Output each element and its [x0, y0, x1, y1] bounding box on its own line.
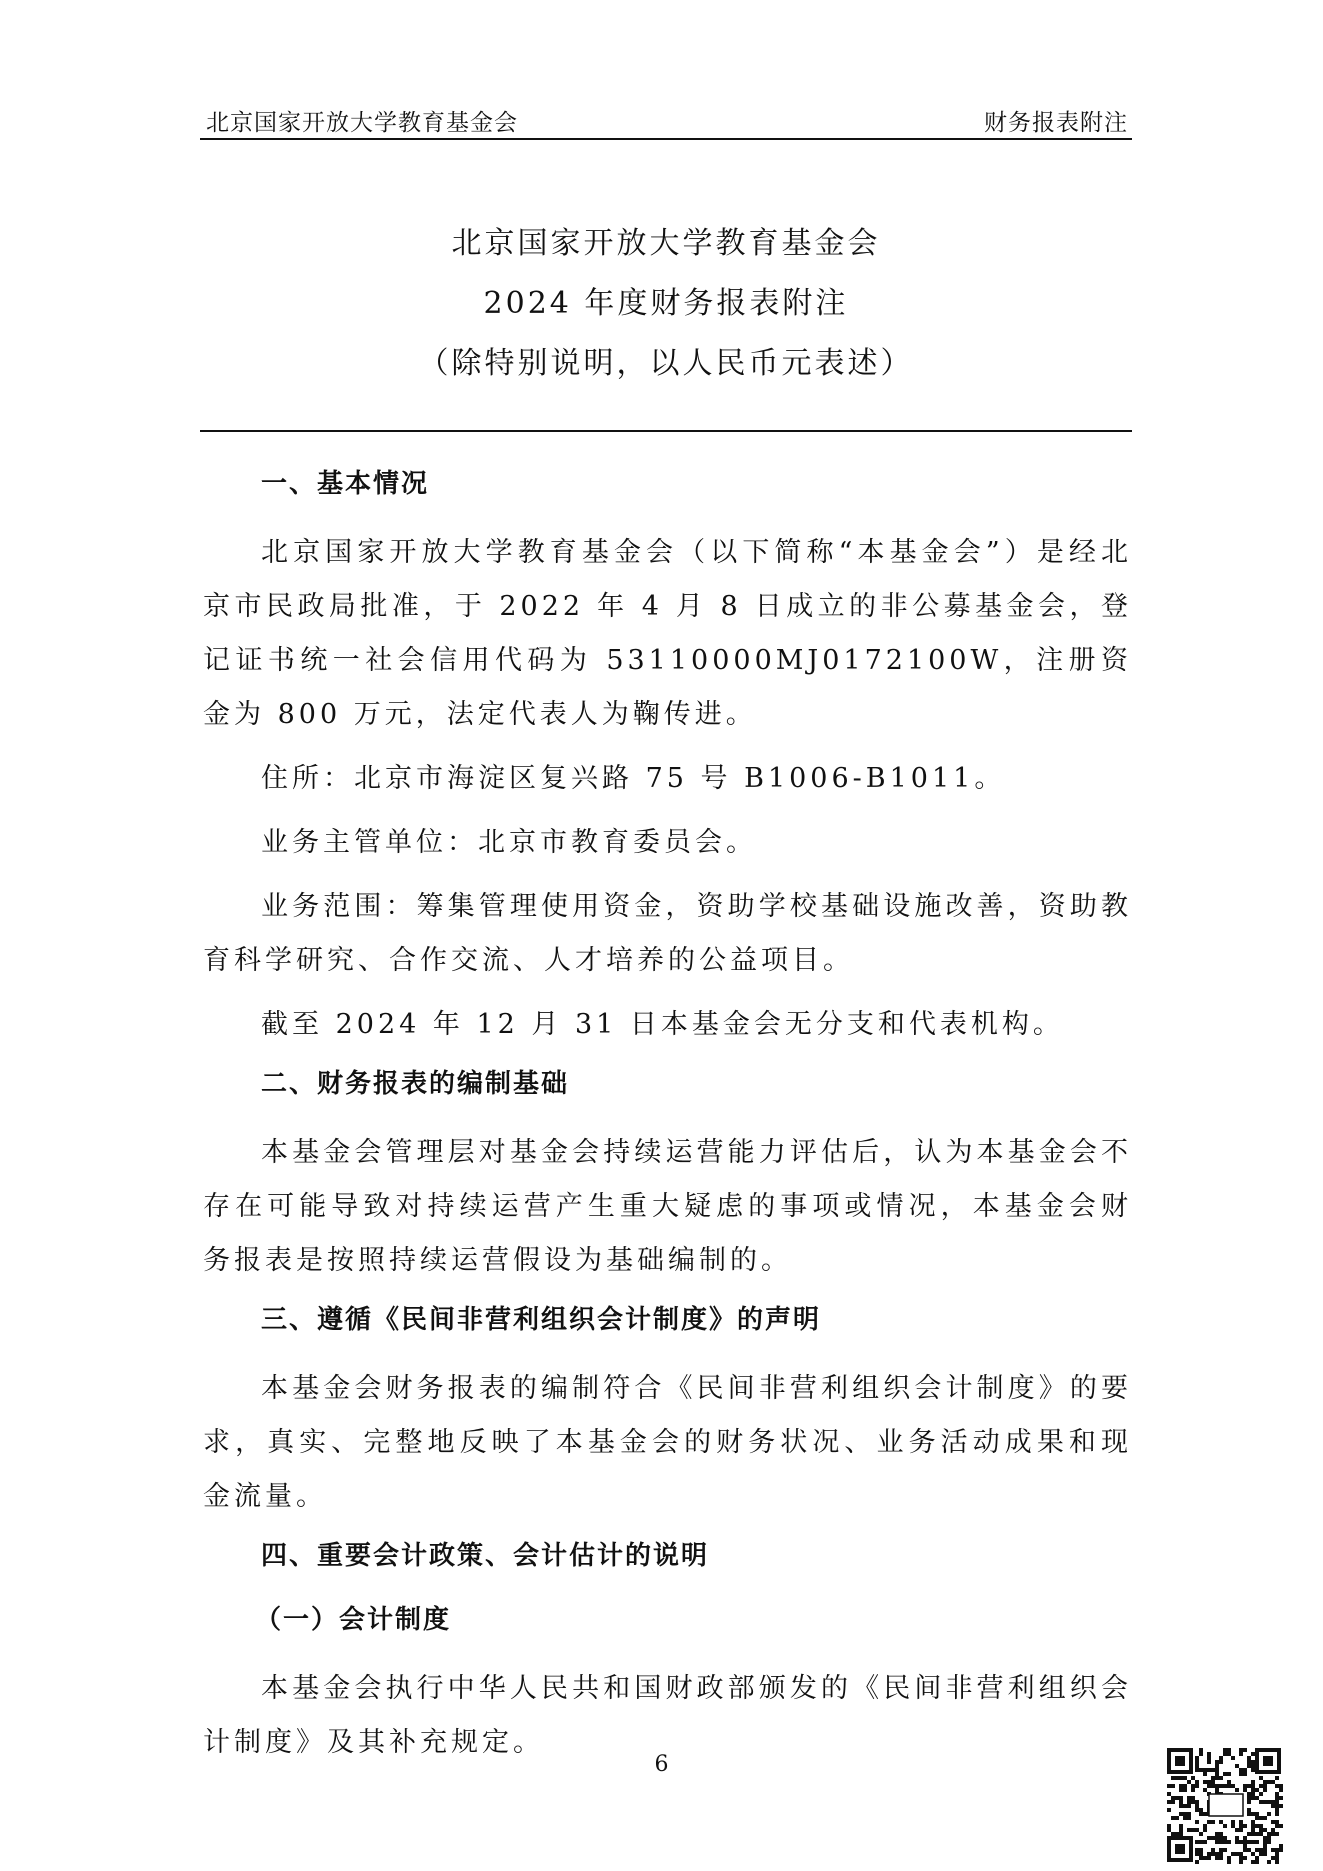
verification-qr-code [1165, 1746, 1283, 1864]
paragraph-basic-info: 北京国家开放大学教育基金会（以下简称“本基金会”）是经北京市民政局批准，于 2022 年 4 月 8 日成立的非公募基金会，登记证书统一社会信用代码为 53110000MJ0172100W，注册资金为 800 万元，法定代表人为鞠传进。 [203, 537, 1132, 730]
page-header [200, 100, 1132, 140]
paragraph-preparation-basis: 本基金会管理层对基金会持续运营能力评估后，认为本基金会不存在可能导致对持续运营产生重大疑虑的事项或情况，本基金会财务报表是按照持续运营假设为基础编制的。 [203, 1137, 1132, 1276]
qr-code-icon [1165, 1746, 1283, 1864]
paragraph-supervisor: 业务主管单位：北京市教育委员会。 [261, 827, 757, 858]
paragraph-business-scope: 业务范围：筹集管理使用资金，资助学校基础设施改善，资助教育科学研究、合作交流、人才培养的公益项目。 [203, 891, 1132, 976]
header-org-name: 北京国家开放大学教育基金会 [206, 110, 518, 136]
document-title-note: （除特别说明，以人民币元表述） [418, 346, 914, 381]
document-title-org: 北京国家开放大学教育基金会 [451, 226, 881, 261]
title-divider [200, 430, 1132, 432]
section-heading-preparation-basis: 二、财务报表的编制基础 [261, 1069, 570, 1099]
header-doc-type: 财务报表附注 [984, 110, 1128, 136]
section-heading-accounting-policies: 四、重要会计政策、会计估计的说明 [261, 1541, 710, 1571]
page-number: 6 [654, 1752, 669, 1777]
paragraph-branches: 截至 2024 年 12 月 31 日本基金会无分支和代表机构。 [261, 1009, 1064, 1040]
paragraph-compliance: 本基金会财务报表的编制符合《民间非营利组织会计制度》的要求，真实、完整地反映了本基金会的财务状况、业务活动成果和现金流量。 [203, 1373, 1132, 1512]
section-heading-compliance: 三、遵循《民间非营利组织会计制度》的声明 [261, 1305, 822, 1335]
document-title-report: 2024 年度财务报表附注 [483, 286, 849, 321]
paragraph-address: 住所：北京市海淀区复兴路 75 号 B1006-B1011。 [261, 763, 1006, 794]
subsection-heading-accounting-system: （一）会计制度 [255, 1605, 452, 1635]
paragraph-accounting-system: 本基金会执行中华人民共和国财政部颁发的《民间非营利组织会计制度》及其补充规定。 [203, 1673, 1132, 1758]
document-body [203, 462, 1132, 1780]
section-heading-basic-info: 一、基本情况 [261, 469, 430, 499]
